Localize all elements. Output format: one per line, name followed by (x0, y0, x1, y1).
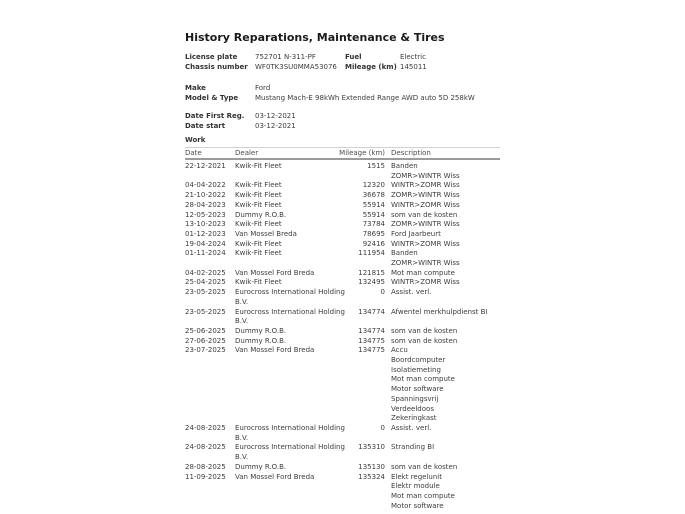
work-cell-date: 24-08-2025 (185, 443, 226, 452)
date-first-reg-value: 03-12-2021 (255, 112, 296, 120)
work-cell-date: 28-08-2025 (185, 462, 226, 471)
work-cell-date: 04-04-2022 (185, 181, 226, 190)
work-cell-date: 23-07-2025 (185, 346, 226, 355)
work-cell-dealer: Dummy R.O.B. (235, 326, 287, 335)
work-cell-description: ZOMR>WINTR Wiss (391, 220, 460, 229)
table-row (185, 181, 500, 191)
fuel-value: Electric (400, 53, 426, 61)
work-cell-dealer: Eurocross International Holding B.V. (235, 443, 345, 462)
work-cell-dealer: Van Mossel Ford Breda (235, 346, 315, 355)
work-cell-description: Ford Jaarbeurt (391, 229, 441, 238)
work-cell-date: 01-12-2023 (185, 229, 226, 238)
work-cell-mileage: 135310 (358, 443, 385, 452)
work-cell-description: som van de kosten (391, 210, 458, 219)
work-cell-description: Mot man compute (391, 268, 455, 277)
work-cell-description: Assist. verl. (391, 288, 432, 297)
work-cell-date: 28-04-2023 (185, 200, 226, 209)
table-row (185, 473, 500, 512)
table-row (185, 201, 500, 211)
work-cell-date: 13-10-2023 (185, 220, 226, 229)
work-cell-mileage: 0 (380, 288, 385, 297)
work-section-heading: Work (185, 136, 206, 144)
work-cell-description: ZOMR>WINTR Wiss (391, 191, 460, 200)
date-start-value: 03-12-2021 (255, 122, 296, 130)
work-cell-dealer: Dummy R.O.B. (235, 462, 287, 471)
work-cell-dealer: Kwik-Fit Fleet (235, 191, 282, 200)
work-cell-mileage: 36678 (362, 191, 385, 200)
date-first-reg-label: Date First Reg. (185, 112, 245, 120)
work-table (185, 147, 500, 511)
work-cell-date: 19-04-2024 (185, 239, 226, 248)
work-cell-dealer: Kwik-Fit Fleet (235, 220, 282, 229)
work-cell-description: WINTR>ZOMR Wiss (391, 200, 460, 209)
work-cell-description: som van de kosten (391, 462, 458, 471)
license-plate-label: License plate (185, 53, 238, 61)
column-header-dealer: Dealer (235, 149, 259, 157)
work-cell-mileage: 111954 (358, 249, 385, 258)
work-cell-date: 25-04-2025 (185, 278, 226, 287)
table-row (185, 443, 500, 462)
work-table-header (185, 147, 500, 160)
make-value: Ford (255, 84, 271, 92)
work-cell-date: 04-02-2025 (185, 268, 226, 277)
work-cell-mileage: 134775 (358, 346, 385, 355)
table-row (185, 308, 500, 327)
work-cell-mileage: 121815 (358, 268, 385, 277)
work-cell-date: 23-05-2025 (185, 307, 226, 316)
column-header-mileage: Mileage (km) (339, 149, 385, 157)
model-type-label: Model & Type (185, 94, 239, 102)
mileage-value: 145011 (400, 63, 427, 71)
work-cell-mileage: 0 (380, 423, 385, 432)
chassis-number-value: WF0TK3SU0MMA53076 (255, 63, 337, 71)
column-header-description: Description (391, 149, 431, 157)
work-cell-dealer: Van Mossel Ford Breda (235, 472, 315, 481)
work-cell-description: Elekt regelunit Elektr module Mot man compute Motor software (391, 472, 455, 510)
table-row (185, 230, 500, 240)
work-cell-mileage: 134775 (358, 336, 385, 345)
work-cell-mileage: 12320 (362, 181, 385, 190)
work-cell-date: 27-06-2025 (185, 336, 226, 345)
mileage-label: Mileage (km) (345, 63, 397, 71)
work-cell-dealer: Van Mossel Ford Breda (235, 268, 315, 277)
work-cell-date: 01-11-2024 (185, 249, 226, 258)
work-cell-description: som van de kosten (391, 336, 458, 345)
work-cell-dealer: Kwik-Fit Fleet (235, 181, 282, 190)
work-cell-description: WINTR>ZOMR Wiss (391, 181, 460, 190)
report-content (185, 31, 500, 511)
page-title: History Reparations, Maintenance & Tires (185, 31, 445, 44)
work-cell-mileage: 135324 (358, 472, 385, 481)
license-plate-value: 752701 N-311-PF (255, 53, 316, 61)
work-cell-mileage: 132495 (358, 278, 385, 287)
work-cell-mileage: 55914 (362, 210, 385, 219)
work-cell-dealer: Van Mossel Breda (235, 229, 297, 238)
table-row (185, 211, 500, 221)
work-cell-description: Stranding BI (391, 443, 435, 452)
model-type-value: Mustang Mach-E 98kWh Extended Range AWD auto 5D 258kW (255, 94, 475, 102)
table-row (185, 162, 500, 181)
work-cell-date: 12-05-2023 (185, 210, 226, 219)
work-cell-description: WINTR>ZOMR Wiss (391, 239, 460, 248)
table-row (185, 288, 500, 307)
work-cell-dealer: Dummy R.O.B. (235, 336, 287, 345)
table-row (185, 424, 500, 443)
work-cell-dealer: Eurocross International Holding B.V. (235, 423, 345, 442)
table-row (185, 220, 500, 230)
work-cell-date: 24-08-2025 (185, 423, 226, 432)
work-cell-dealer: Kwik-Fit Fleet (235, 249, 282, 258)
make-label: Make (185, 84, 206, 92)
table-row (185, 269, 500, 279)
work-table-body (185, 162, 500, 511)
work-cell-mileage: 55914 (362, 200, 385, 209)
fuel-label: Fuel (345, 53, 362, 61)
work-cell-dealer: Kwik-Fit Fleet (235, 239, 282, 248)
work-cell-mileage: 73784 (362, 220, 385, 229)
work-cell-description: som van de kosten (391, 326, 458, 335)
work-cell-dealer: Kwik-Fit Fleet (235, 162, 282, 170)
table-row (185, 249, 500, 268)
date-start-label: Date start (185, 122, 226, 130)
work-cell-mileage: 135130 (358, 462, 385, 471)
table-row (185, 337, 500, 347)
chassis-number-label: Chassis number (185, 63, 248, 71)
table-row (185, 346, 500, 424)
work-cell-description: Assist. verl. (391, 423, 432, 432)
work-cell-description: Afwentel merkhulpdienst BI (391, 307, 488, 316)
table-row (185, 191, 500, 201)
dates-block (185, 111, 500, 131)
work-cell-description: Accu Boordcomputer Isolatiemeting Mot man compute Motor software Spanningsvrij Verdeeldoos Zekeringkast (391, 346, 455, 423)
table-row (185, 463, 500, 473)
work-cell-date: 11-09-2025 (185, 472, 226, 481)
work-cell-mileage: 92416 (362, 239, 385, 248)
work-cell-dealer: Kwik-Fit Fleet (235, 200, 282, 209)
work-cell-date: 25-06-2025 (185, 326, 226, 335)
make-model-block (185, 83, 500, 103)
work-cell-mileage: 78695 (362, 229, 385, 238)
work-cell-dealer: Eurocross International Holding B.V. (235, 307, 345, 326)
work-cell-description: Banden ZOMR>WINTR Wiss (391, 249, 460, 268)
work-cell-date: 22-12-2021 (185, 162, 226, 170)
work-cell-date: 23-05-2025 (185, 288, 226, 297)
work-cell-mileage: 134774 (358, 307, 385, 316)
table-row (185, 240, 500, 250)
column-header-date: Date (185, 149, 202, 157)
vehicle-id-block (185, 52, 500, 72)
work-cell-dealer: Eurocross International Holding B.V. (235, 288, 345, 306)
work-cell-mileage: 134774 (358, 326, 385, 335)
work-cell-date: 21-10-2022 (185, 191, 226, 200)
table-row (185, 327, 500, 337)
work-cell-dealer: Dummy R.O.B. (235, 210, 287, 219)
work-cell-dealer: Kwik-Fit Fleet (235, 278, 282, 287)
work-cell-mileage: 1515 (367, 162, 385, 170)
table-row (185, 278, 500, 288)
work-cell-description: Banden ZOMR>WINTR Wiss (391, 162, 460, 180)
work-cell-description: WINTR>ZOMR Wiss (391, 278, 460, 287)
